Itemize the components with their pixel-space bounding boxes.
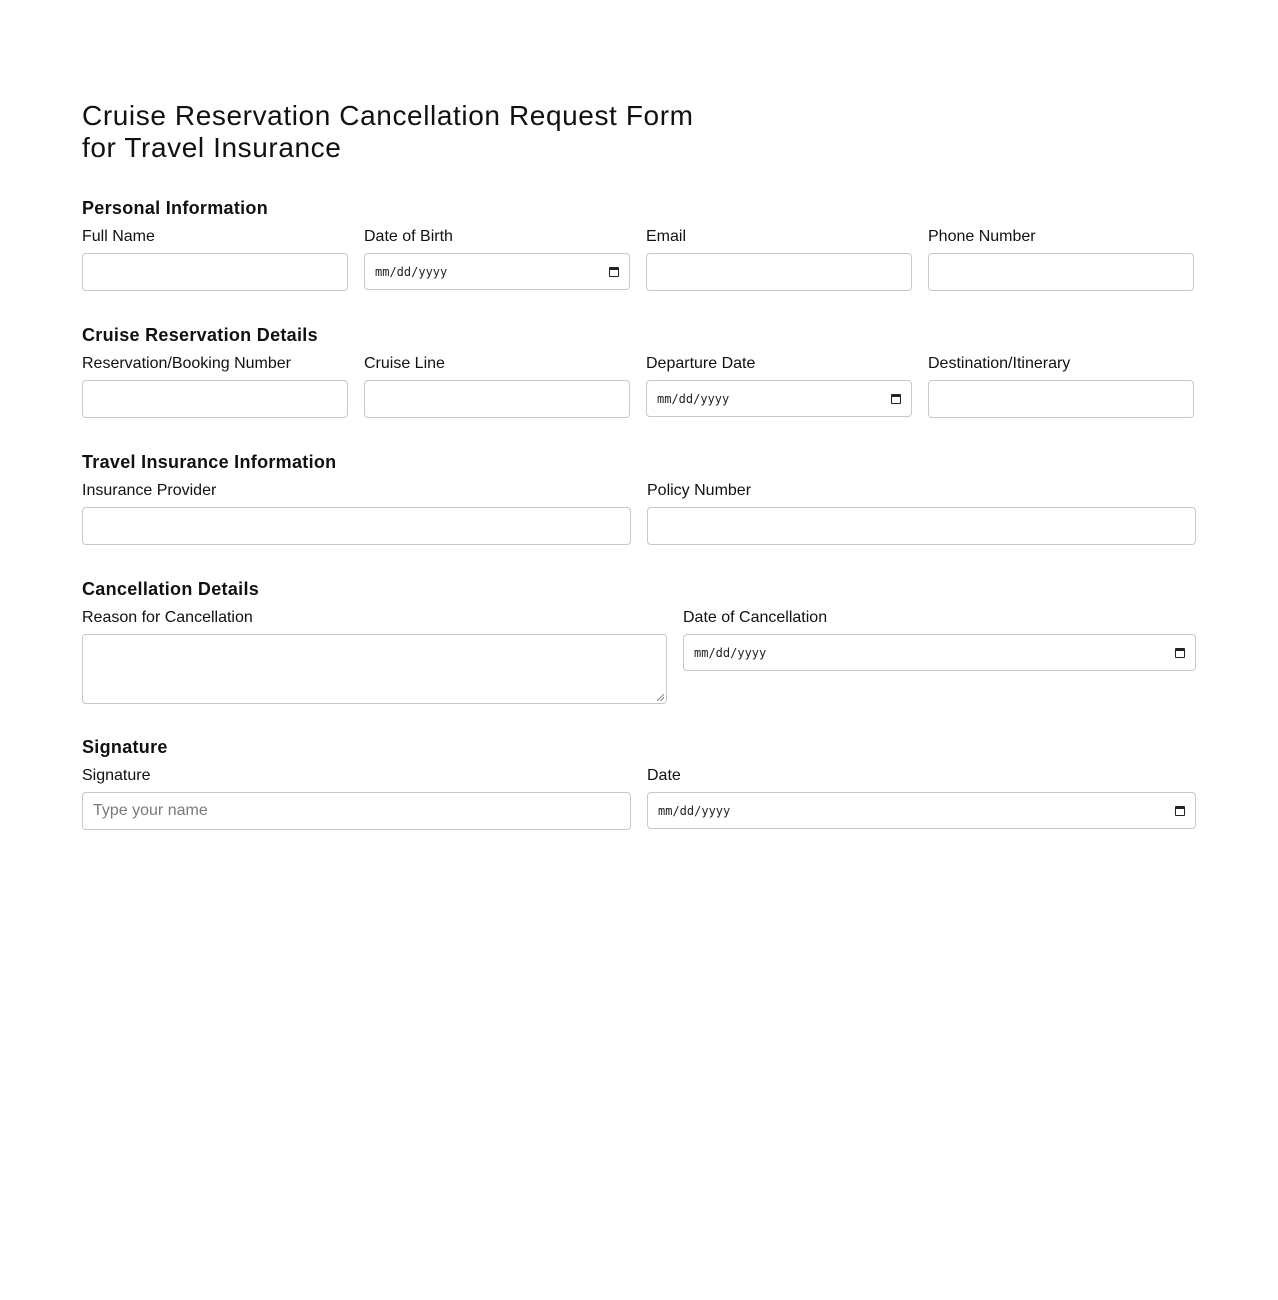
section-title-cancellation: Cancellation Details xyxy=(82,579,260,599)
signature-field-group xyxy=(82,767,631,830)
full-name-field-group xyxy=(82,228,348,291)
signature-row xyxy=(82,767,1196,830)
insurance-provider-input[interactable] xyxy=(82,507,631,545)
email-field-group xyxy=(646,228,912,291)
insurance-provider-field-group xyxy=(82,482,631,545)
date-of-birth-label: Date of Birth xyxy=(364,228,453,245)
policy-number-label: Policy Number xyxy=(647,482,752,499)
cancellation-date-field-group xyxy=(683,609,1196,704)
calendar-icon[interactable] xyxy=(1175,806,1185,816)
date-of-birth-value: mm/dd/yyyy xyxy=(375,264,448,279)
booking-number-field-group xyxy=(82,355,348,418)
policy-number-field-group xyxy=(647,482,1196,545)
departure-date-value: mm/dd/yyyy xyxy=(657,391,730,406)
date-of-birth-field-group xyxy=(364,228,630,291)
form-title: Cruise Reservation Cancellation Request Form for Travel Insurance xyxy=(82,100,694,163)
signature-date-label: Date xyxy=(647,767,681,784)
policy-number-input[interactable] xyxy=(647,507,1196,545)
cruise-line-input[interactable] xyxy=(364,380,630,418)
reason-field-group xyxy=(82,609,667,704)
destination-field-group xyxy=(928,355,1194,418)
section-title-insurance: Travel Insurance Information xyxy=(82,452,337,472)
booking-number-label: Reservation/Booking Number xyxy=(82,355,291,372)
resize-grip-icon[interactable] xyxy=(657,694,664,701)
travel-insurance-section xyxy=(82,450,1196,545)
full-name-input[interactable] xyxy=(82,253,348,291)
signature-input[interactable] xyxy=(82,792,631,830)
phone-number-input[interactable] xyxy=(928,253,1194,291)
signature-placeholder: Type your name xyxy=(93,802,208,819)
cruise-row xyxy=(82,355,1196,418)
cancellation-date-label: Date of Cancellation xyxy=(683,609,828,626)
booking-number-input[interactable] xyxy=(82,380,348,418)
departure-date-input[interactable] xyxy=(646,380,912,417)
signature-date-value: mm/dd/yyyy xyxy=(658,803,731,818)
date-of-birth-input[interactable] xyxy=(364,253,630,290)
cancellation-row xyxy=(82,609,1196,704)
cancellation-details-section xyxy=(82,577,1196,704)
email-label: Email xyxy=(646,228,687,245)
section-title-signature: Signature xyxy=(82,737,168,757)
phone-number-field-group xyxy=(928,228,1194,291)
destination-input[interactable] xyxy=(928,380,1194,418)
phone-number-label: Phone Number xyxy=(928,228,1036,245)
full-name-label: Full Name xyxy=(82,228,155,245)
section-title-personal: Personal Information xyxy=(82,198,269,218)
cancellation-date-input[interactable] xyxy=(683,634,1196,671)
signature-date-field-group xyxy=(647,767,1196,830)
signature-section xyxy=(82,735,1196,830)
reason-textarea[interactable] xyxy=(82,634,667,704)
departure-date-field-group xyxy=(646,355,912,418)
email-input[interactable] xyxy=(646,253,912,291)
signature-label: Signature xyxy=(82,767,151,784)
signature-date-input[interactable] xyxy=(647,792,1196,829)
destination-label: Destination/Itinerary xyxy=(928,355,1071,372)
cancellation-date-value: mm/dd/yyyy xyxy=(694,645,767,660)
calendar-icon[interactable] xyxy=(891,394,901,404)
personal-row xyxy=(82,228,1196,291)
insurance-provider-label: Insurance Provider xyxy=(82,482,217,499)
personal-information-section xyxy=(82,196,1196,291)
cruise-line-label: Cruise Line xyxy=(364,355,445,372)
section-title-cruise: Cruise Reservation Details xyxy=(82,325,318,345)
insurance-row xyxy=(82,482,1196,545)
calendar-icon[interactable] xyxy=(1175,648,1185,658)
departure-date-label: Departure Date xyxy=(646,355,756,372)
cruise-reservation-section xyxy=(82,323,1196,418)
reason-label: Reason for Cancellation xyxy=(82,609,253,626)
calendar-icon[interactable] xyxy=(609,267,619,277)
cruise-line-field-group xyxy=(364,355,630,418)
